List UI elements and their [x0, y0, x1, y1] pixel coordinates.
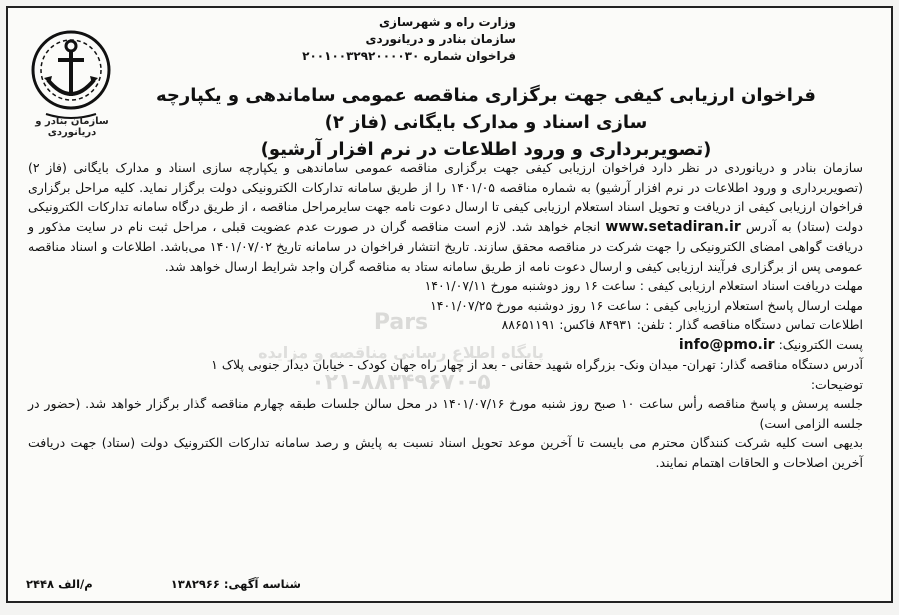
reference-code: م/الف ۲۴۴۸: [26, 577, 93, 591]
intro-continued: انجام خواهد شد. لازم است مناقصه گران در صورت عدم عضویت قبلی ، مراحل ثبت نام در سایت مذکور و دریافت گواهی امضای الکترونیکی را جهت شرکت در مناقصه محقق سازند. تاریخ انتشار فراخوان در سامانه تاریخ ۱۴۰۱/۰۷/۰۲ می‌باشد. اطلاعات و اسناد مناقصه عمومی پس از برگزاری فرآیند ارزیابی کیفی و ارسال دعوت نامه از طریق سامانه ستاد به مناقصه گران واجد شرایط ارسال خواهد شد.: [28, 218, 863, 274]
organization-name: سازمان بنادر و دریانوردی: [365, 32, 516, 46]
deadline-receive: مهلت دریافت اسناد استعلام ارزیابی کیفی : ساعت ۱۶ روز دوشنبه مورخ ۱۴۰۱/۰۷/۱۱: [424, 278, 863, 293]
intro-paragraph: [28, 158, 863, 276]
address: آدرس دستگاه مناقصه گذار: تهران- میدان ونک- بزرگراه شهید حقانی - بعد از چهار راه جهان کودک - خیابان دیدار جنوبی پلاک ۱: [211, 357, 863, 372]
watermark-phone: ۰۲۱-۸۸۳۴۹۶۷۰-۵: [311, 370, 491, 395]
logo-caption: سازمان بنادر و دریانوردی: [35, 116, 109, 138]
note-2: بدیهی است کلیه شرکت کنندگان محترم می بایست تا آخرین موعد تحویل اسناد نسبت به پایش و رصد سامانه تدارکات الکترونیک دولت (ستاد) جهت دریافت آخرین اصلاحات و الحاقات اهتمام نمایند.: [28, 435, 863, 470]
notice-body: [28, 158, 863, 472]
email-label: پست الکترونیک:: [778, 336, 863, 352]
website-link[interactable]: www.setadiran.ir: [605, 218, 741, 235]
footer: [8, 577, 891, 595]
email-link[interactable]: info@pmo.ir: [678, 336, 775, 353]
call-number: فراخوان شماره ۲۰۰۱۰۰۳۲۹۲۰۰۰۰۳۰: [302, 49, 516, 63]
notes-label: توضیحات:: [810, 376, 863, 392]
notice-id: شناسه آگهی: ۱۳۸۲۹۶۶: [170, 577, 301, 591]
tender-notice: [6, 6, 893, 603]
header-block: [302, 14, 516, 65]
ministry-name: وزارت راه و شهرسازی: [379, 15, 516, 29]
intro-text: سازمان بنادر و دریانوردی در نظر دارد فراخوان ارزیابی کیفی جهت برگزاری مناقصه عمومی ساماندهی و یکپارچه سازی اسناد و مدارک بایگانی (فاز ۲) (تصویربرداری و ورود اطلاعات در نرم افزار آرشیو) به شماره مناقصه ۱۴۰۱/۰۵ را از طریق سامانه تدارکات الکترونیکی دولت برگزار نماید. کلیه مراحل برگزاری فراخوان ارزیابی کیفی از دریافت و تحویل اسناد استعلام ارزیابی کیفی تا ارسال دعوت نامه جهت سایرمراحل مناقصه ، از طریق درگاه سامانه تدارکات الکترونیکی دولت (ستاد) به آدرس: [28, 160, 864, 234]
watermark-line-1: پایگاه اطلاع رسانی مناقصه و مزایده: [258, 343, 544, 362]
email-row: [28, 335, 863, 356]
title-line-1: فراخوان ارزیابی کیفی جهت برگزاری مناقصه عمومی ساماندهی و یکپارچه سازی اسناد و مدارک بایگانی (فاز ۲): [156, 85, 816, 133]
title-line-2: (تصویربرداری و ورود اطلاعات در نرم افزار آرشیو): [260, 139, 712, 160]
watermark-brand: Pars: [373, 310, 429, 335]
note-1: جلسه پرسش و پاسخ مناقصه رأس ساعت ۱۰ صبح روز شنبه مورخ ۱۴۰۱/۰۷/۱۶ در محل سالن جلسات طبقه چهارم مناقصه گذار برگزار خواهد شد. (حضور در جلسه الزامی است): [28, 396, 863, 431]
contact-info: اطلاعات تماس دستگاه مناقصه گذار : تلفن: ۸۴۹۳۱ فاکس: ۸۸۶۵۱۱۹۱: [501, 317, 863, 332]
deadline-send: مهلت ارسال پاسخ استعلام ارزیابی کیفی : ساعت ۱۶ روز دوشنبه مورخ ۱۴۰۱/۰۷/۲۵: [430, 297, 863, 313]
notice-title: [136, 82, 836, 163]
